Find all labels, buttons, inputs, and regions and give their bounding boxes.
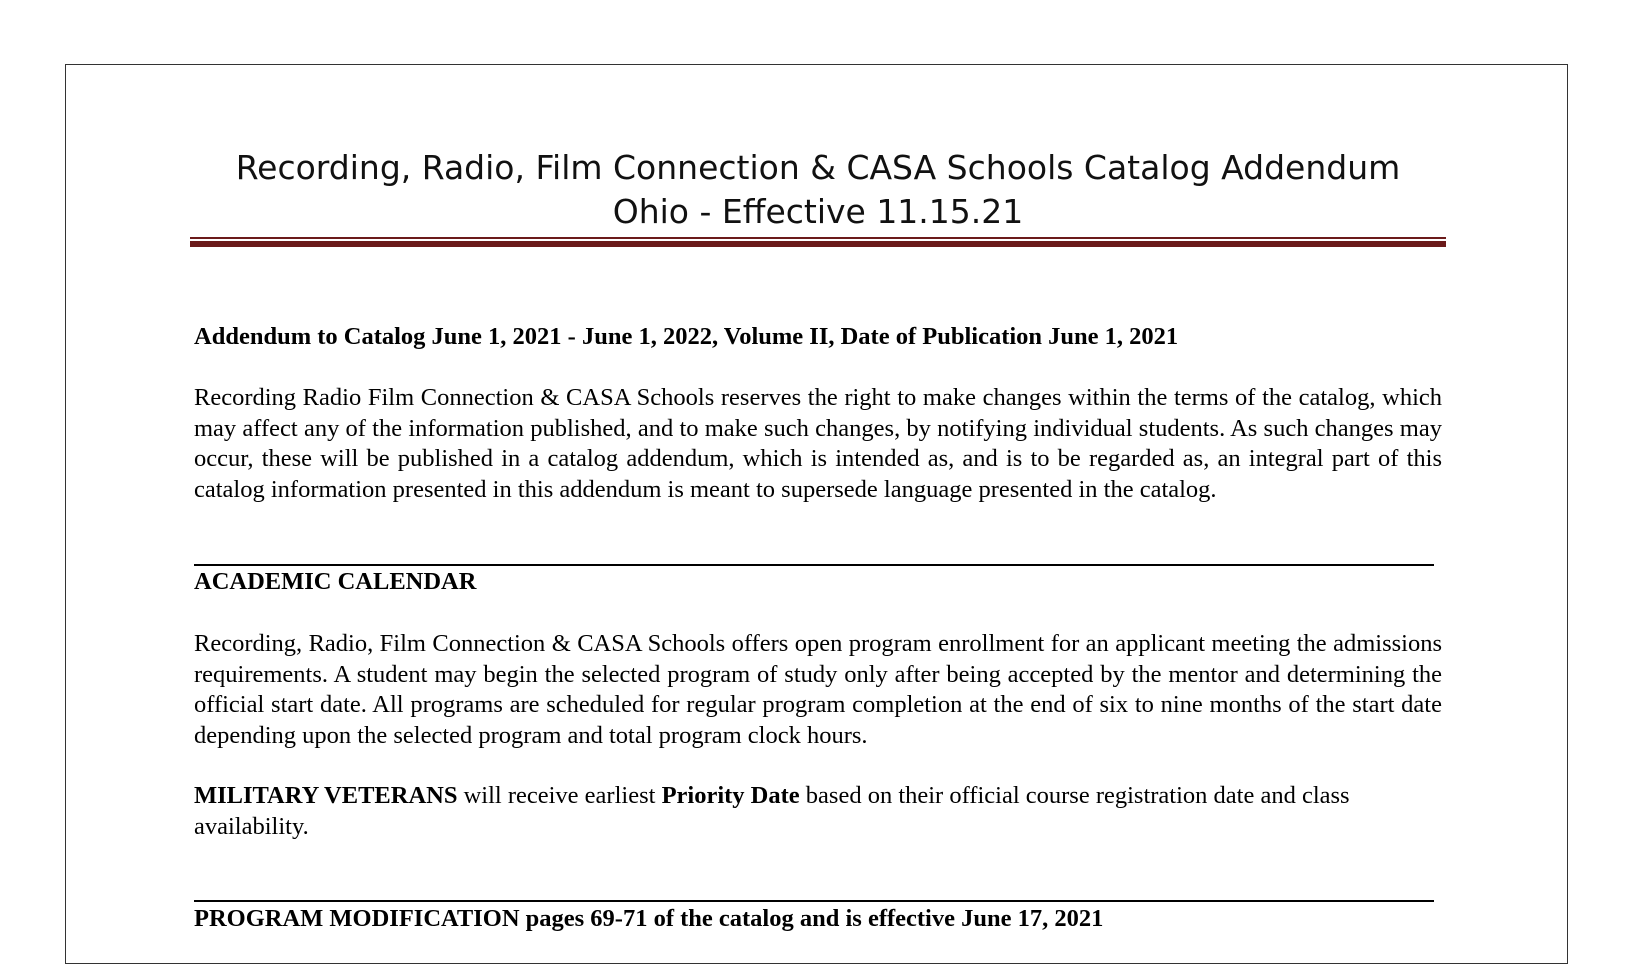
document-title	[190, 146, 1446, 234]
section-divider	[194, 900, 1434, 902]
intro-paragraph: Recording Radio Film Connection & CASA Schools reserves the right to make changes within the terms of the catalog, which may affect any of the information published, and to make such changes, by notifying individual students. As such changes may occur, these will be published in a catalog addendum, which is intended as, and is to be regarded as, an integral part of this catalog information presented in this addendum is meant to supersede language presented in the catalog.	[194, 384, 1442, 503]
program-modification-heading: PROGRAM MODIFICATION pages 69-71 of the catalog and is effective June 17, 2021	[194, 905, 1104, 932]
title-rule-thin	[190, 237, 1446, 239]
priority-date-label: Priority Date	[661, 782, 800, 809]
title-line-1: Recording, Radio, Film Connection & CASA Schools Catalog Addendum	[235, 148, 1401, 187]
veterans-text-1: will receive earliest	[457, 782, 662, 809]
military-veterans-paragraph	[194, 781, 1442, 842]
academic-calendar-heading: ACADEMIC CALENDAR	[194, 568, 477, 595]
military-veterans-label: MILITARY VETERANS	[194, 782, 458, 809]
title-rule-thick	[190, 241, 1446, 247]
veterans-text-2: based on their official course registration date and class availability.	[194, 782, 1350, 840]
academic-calendar-paragraph: Recording, Radio, Film Connection & CASA Schools offers open program enrollment for an applicant meeting the admissions requirements. A student may begin the selected program of study only after being accepted by the mentor and determining the official start date. All programs are scheduled for regular program completion at the end of six to nine months of the start date depending upon the selected program and total program clock hours.	[194, 630, 1442, 749]
addendum-heading: Addendum to Catalog June 1, 2021 - June 1, 2022, Volume II, Date of Publication June 1, 2021	[194, 323, 1179, 350]
section-divider	[194, 564, 1434, 566]
title-line-2: Ohio - Effective 11.15.21	[612, 192, 1024, 231]
